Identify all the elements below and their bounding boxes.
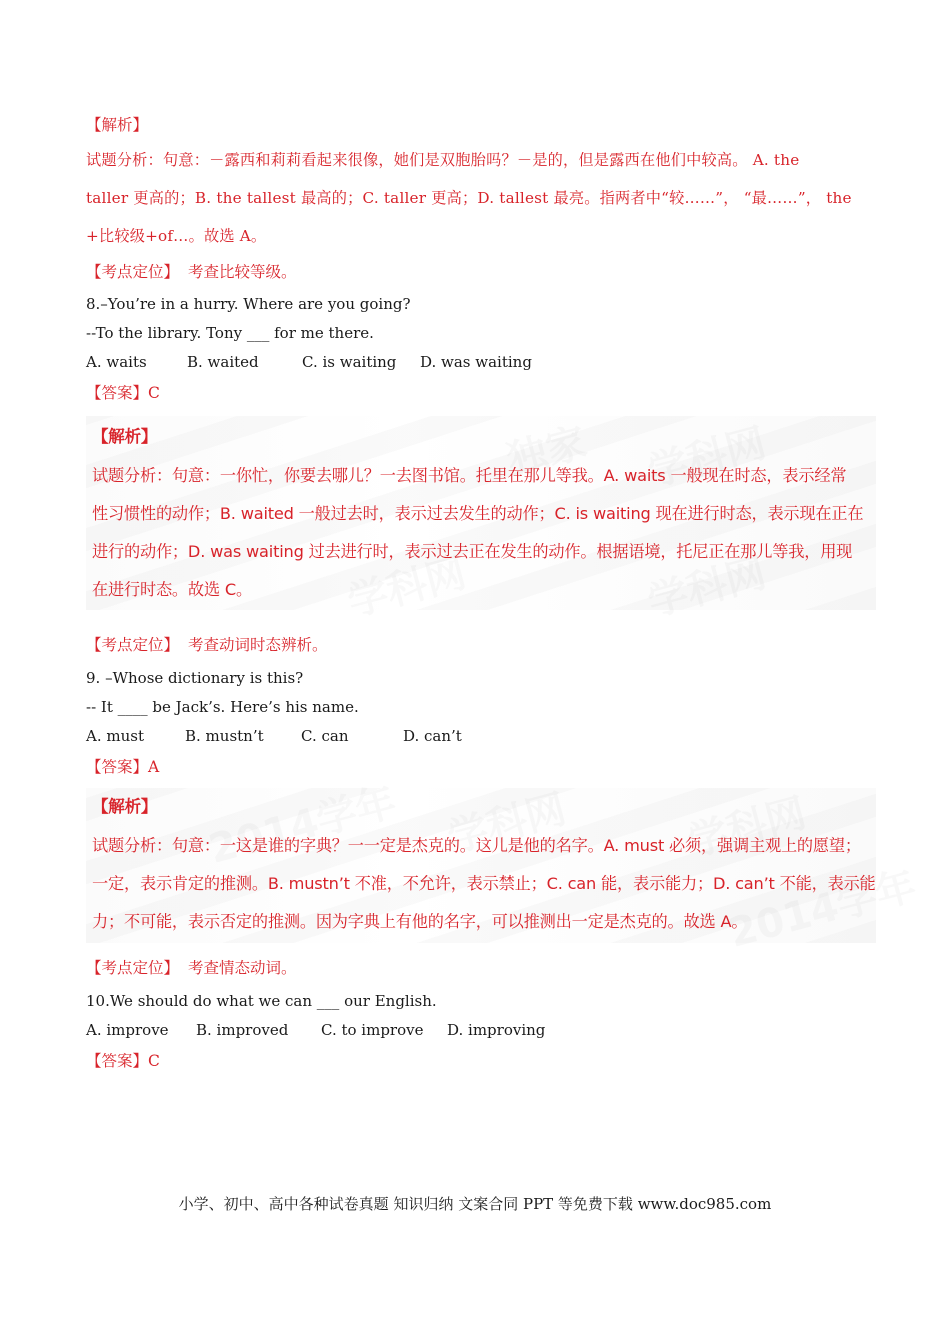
point-label: 【考点定位】 — [86, 263, 180, 281]
analysis-line: +比较级+of…。故选 A。 — [86, 227, 267, 245]
analysis-line: 一定，表示肯定的推测。B. mustn’t 不准，不允许，表示禁止；C. can 能，表示能力；D. can’t 不能，表示能 — [92, 874, 876, 893]
option-c: C. can — [301, 727, 349, 745]
page-footer: 小学、初中、高中各种试卷真题 知识归纳 文案合同 PPT 等免费下载 www.doc985.com — [178, 1195, 772, 1213]
analysis-line: 进行的动作；D. was waiting 过去进行时，表示过去正在发生的动作。根据语境，托尼正在那儿等我，用现 — [92, 542, 853, 561]
point-text: 考查情态动词。 — [187, 959, 297, 977]
question-8-stem: 8.–You’re in a hurry. Where are you going? — [86, 295, 411, 313]
point-text: 考查动词时态辨析。 — [187, 636, 328, 654]
question-8-reply: --To the library. Tony ___ for me there. — [86, 324, 374, 342]
point-text: 考查比较等级。 — [187, 263, 297, 281]
option-a: A. must — [86, 727, 144, 745]
point-row — [86, 265, 296, 281]
point-label: 【考点定位】 — [86, 959, 180, 977]
analysis-label: 【解析】 — [92, 427, 158, 446]
option-d: D. was waiting — [420, 353, 532, 371]
analysis-image-9: 2014学年 学科网 学科网 2014学年 【解析】 试题分析：句意：一这是谁的字典？一一定是杰克的。这儿是他的名字。A. must 必须，强调主观上的愿望； 一定，表示肯定的推测。B. mustn’t 不准，不允许，表示禁止；C. can 能，表示能力；D. can’t 不能，表示能 力；不可能，表示否定的推测。因为字典上有他的名字，可以推测出一定是杰克的。故选 A。 — [86, 788, 876, 943]
analysis-label: 【解析】 — [92, 797, 158, 816]
analysis-line: 试题分析：句意：一你忙，你要去哪儿？一去图书馆。托里在那儿等我。A. waits 一般现在时态，表示经常 — [92, 466, 847, 485]
option-c: C. to improve — [321, 1021, 424, 1039]
question-9-stem: 9. –Whose dictionary is this? — [86, 669, 304, 687]
question-10-options — [86, 1023, 686, 1041]
analysis-image-8: 独家 学科网 学科网 学科网 【解析】 试题分析：句意：一你忙，你要去哪儿？一去图书馆。托里在那儿等我。A. waits 一般现在时态，表示经常 性习惯性的动作；B. waited 一般过去时，表示过去发生的动作；C. is waiting 现在进行时态，表示现在正在 进行的动作；D. was waiting 过去进行时，表示过去正在发生的动作。根据语境，托尼正在那儿等我，用现 在进行时态。故选 C。 — [86, 416, 876, 610]
question-10-stem: 10.We should do what we can ___ our English. — [86, 992, 437, 1010]
option-c: C. is waiting — [302, 353, 397, 371]
option-d: D. improving — [447, 1021, 546, 1039]
answer-8: 【答案】C — [86, 384, 160, 402]
question-9-reply: -- It ____ be Jack’s. Here’s his name. — [86, 698, 359, 716]
analysis-line: 力；不可能，表示否定的推测。因为字典上有他的名字，可以推测出一定是杰克的。故选 A。 — [92, 912, 748, 931]
option-b: B. improved — [196, 1021, 289, 1039]
analysis-line: taller 更高的；B. the tallest 最高的；C. taller 更高；D. tallest 最亮。指两者中“较……”， “最……”， the — [86, 189, 852, 207]
option-d: D. can’t — [403, 727, 462, 745]
point-row — [86, 638, 327, 654]
answer-9: 【答案】A — [86, 758, 160, 776]
option-a: A. improve — [86, 1021, 169, 1039]
point-label: 【考点定位】 — [86, 636, 180, 654]
analysis-line: 性习惯性的动作；B. waited 一般过去时，表示过去发生的动作；C. is waiting 现在进行时态，表示现在正在 — [92, 504, 864, 523]
option-b: B. waited — [187, 353, 259, 371]
question-9-options — [86, 729, 686, 747]
analysis-line: 试题分析：句意：一这是谁的字典？一一定是杰克的。这儿是他的名字。A. must 必须，强调主观上的愿望； — [92, 836, 861, 855]
analysis-label: 【解析】 — [86, 116, 149, 134]
question-8-options — [86, 355, 686, 373]
analysis-line: 试题分析：句意：－露西和莉莉看起来很像，她们是双胞胎吗？－是的，但是露西在他们中较高。 A. the — [86, 151, 800, 169]
analysis-line: 在进行时态。故选 C。 — [92, 580, 252, 599]
answer-10: 【答案】C — [86, 1052, 160, 1070]
option-a: A. waits — [86, 353, 147, 371]
point-row — [86, 961, 296, 977]
option-b: B. mustn’t — [185, 727, 264, 745]
